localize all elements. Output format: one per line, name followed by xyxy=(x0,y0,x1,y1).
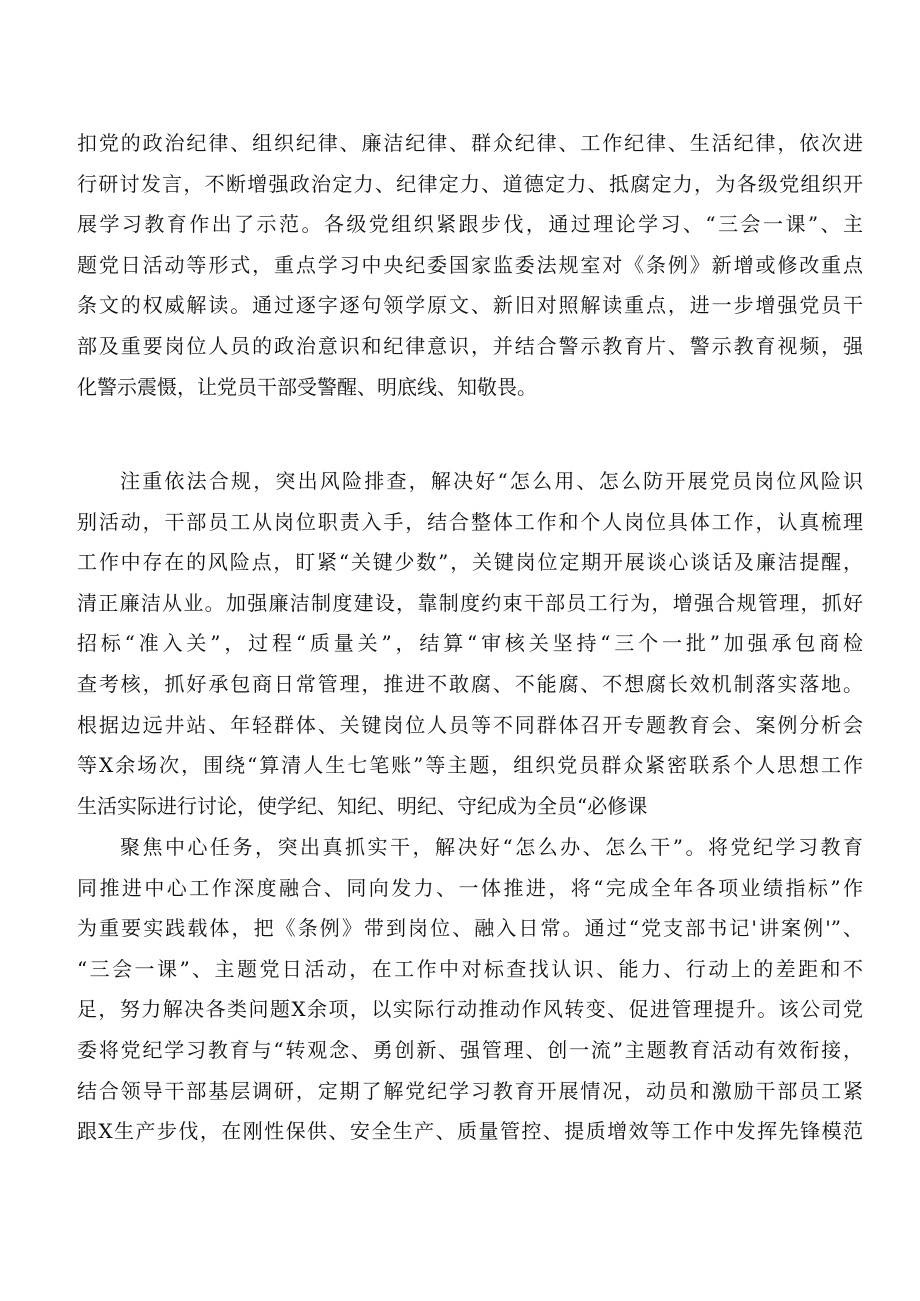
paragraph-central-tasks xyxy=(77,827,863,1152)
paragraph-risk-screening xyxy=(77,461,863,826)
text-line: 生活实际进行讨论，使学纪、知纪、明纪、守纪成为全员“必修课 xyxy=(77,793,648,818)
text-line: 部及重要岗位人员的政治意识和纪律意识，并结合警示教育片、警示教育视频，强 xyxy=(77,333,863,358)
text-line: 招标“准入关”，过程“质量关”，结算“审核关坚持“三个一批”加强承包商检 xyxy=(77,631,863,656)
text-line: 展学习教育作出了示范。各级党组织紧跟步伐，通过理论学习、“三会一课”、主 xyxy=(77,212,863,237)
text-line: 注重依法合规，突出风险排查，解决好“怎么用、怎么防开展党员岗位风险识 xyxy=(120,469,863,493)
text-line: 题党日活动等形式，重点学习中央纪委国家监委法规室对《条例》新增或修改重点 xyxy=(77,252,863,277)
text-line: 行研讨发言，不断增强政治定力、纪律定力、道德定力、抵腐定力，为各级党组织开 xyxy=(77,171,863,196)
text-line: 条文的权威解读。通过逐字逐句领学原文、新旧对照解读重点，进一步增强党员干 xyxy=(77,293,863,318)
text-line: 结合领导干部基层调研，定期了解党纪学习教育开展情况，动员和激励干部员工紧 xyxy=(77,1078,863,1103)
text-line: 根据边远井站、年轻群体、关键岗位人员等不同群体召开专题教育会、案例分析会 xyxy=(77,712,863,737)
text-line: 扣党的政治纪律、组织纪律、廉洁纪律、群众纪律、工作纪律、生活纪律，依次进 xyxy=(77,131,863,155)
text-line: 查考核，抓好承包商日常管理，推进不敢腐、不能腐、不想腐长效机制落实落地。 xyxy=(77,671,863,696)
paragraph-discipline-study xyxy=(77,123,863,407)
text-line: 聚焦中心任务，突出真抓实干，解决好“怎么办、怎么干”。将党纪学习教育 xyxy=(120,835,863,859)
text-line: 工作中存在的风险点，盯紧“关键少数”，关键岗位定期开展谈心谈话及廉洁提醒， xyxy=(77,550,863,575)
text-line: 为重要实践载体，把《条例》带到岗位、融入日常。通过“党支部书记'讲案例'”、 xyxy=(77,916,863,941)
text-line: 化警示震慑，让党员干部受警醒、明底线、知敬畏。 xyxy=(77,374,537,399)
text-line: “三会一课”、主题党日活动，在工作中对标查找认识、能力、行动上的差距和不 xyxy=(77,956,863,981)
text-line: 等X余场次，围绕“算清人生七笔账”等主题，组织党员群众紧密联系个人思想工作 xyxy=(77,753,863,778)
text-line: 足，努力解决各类问题X余项，以实际行动推动作风转变、促进管理提升。该公司党 xyxy=(77,997,863,1022)
text-line: 清正廉洁从业。加强廉洁制度建设，靠制度约束干部员工行为，增强合规管理，抓好 xyxy=(77,590,863,615)
text-line: 跟X生产步伐，在刚性保供、安全生产、质量管控、提质增效等工作中发挥先锋模范 xyxy=(77,1119,863,1144)
text-line: 别活动，干部员工从岗位职责入手，结合整体工作和个人岗位具体工作，认真梳理 xyxy=(77,509,863,534)
text-line: 同推进中心工作深度融合、同向发力、一体推进，将“完成全年各项业绩指标”作 xyxy=(77,875,863,900)
text-line: 委将党纪学习教育与“转观念、勇创新、强管理、创一流”主题教育活动有效衔接， xyxy=(77,1037,863,1062)
